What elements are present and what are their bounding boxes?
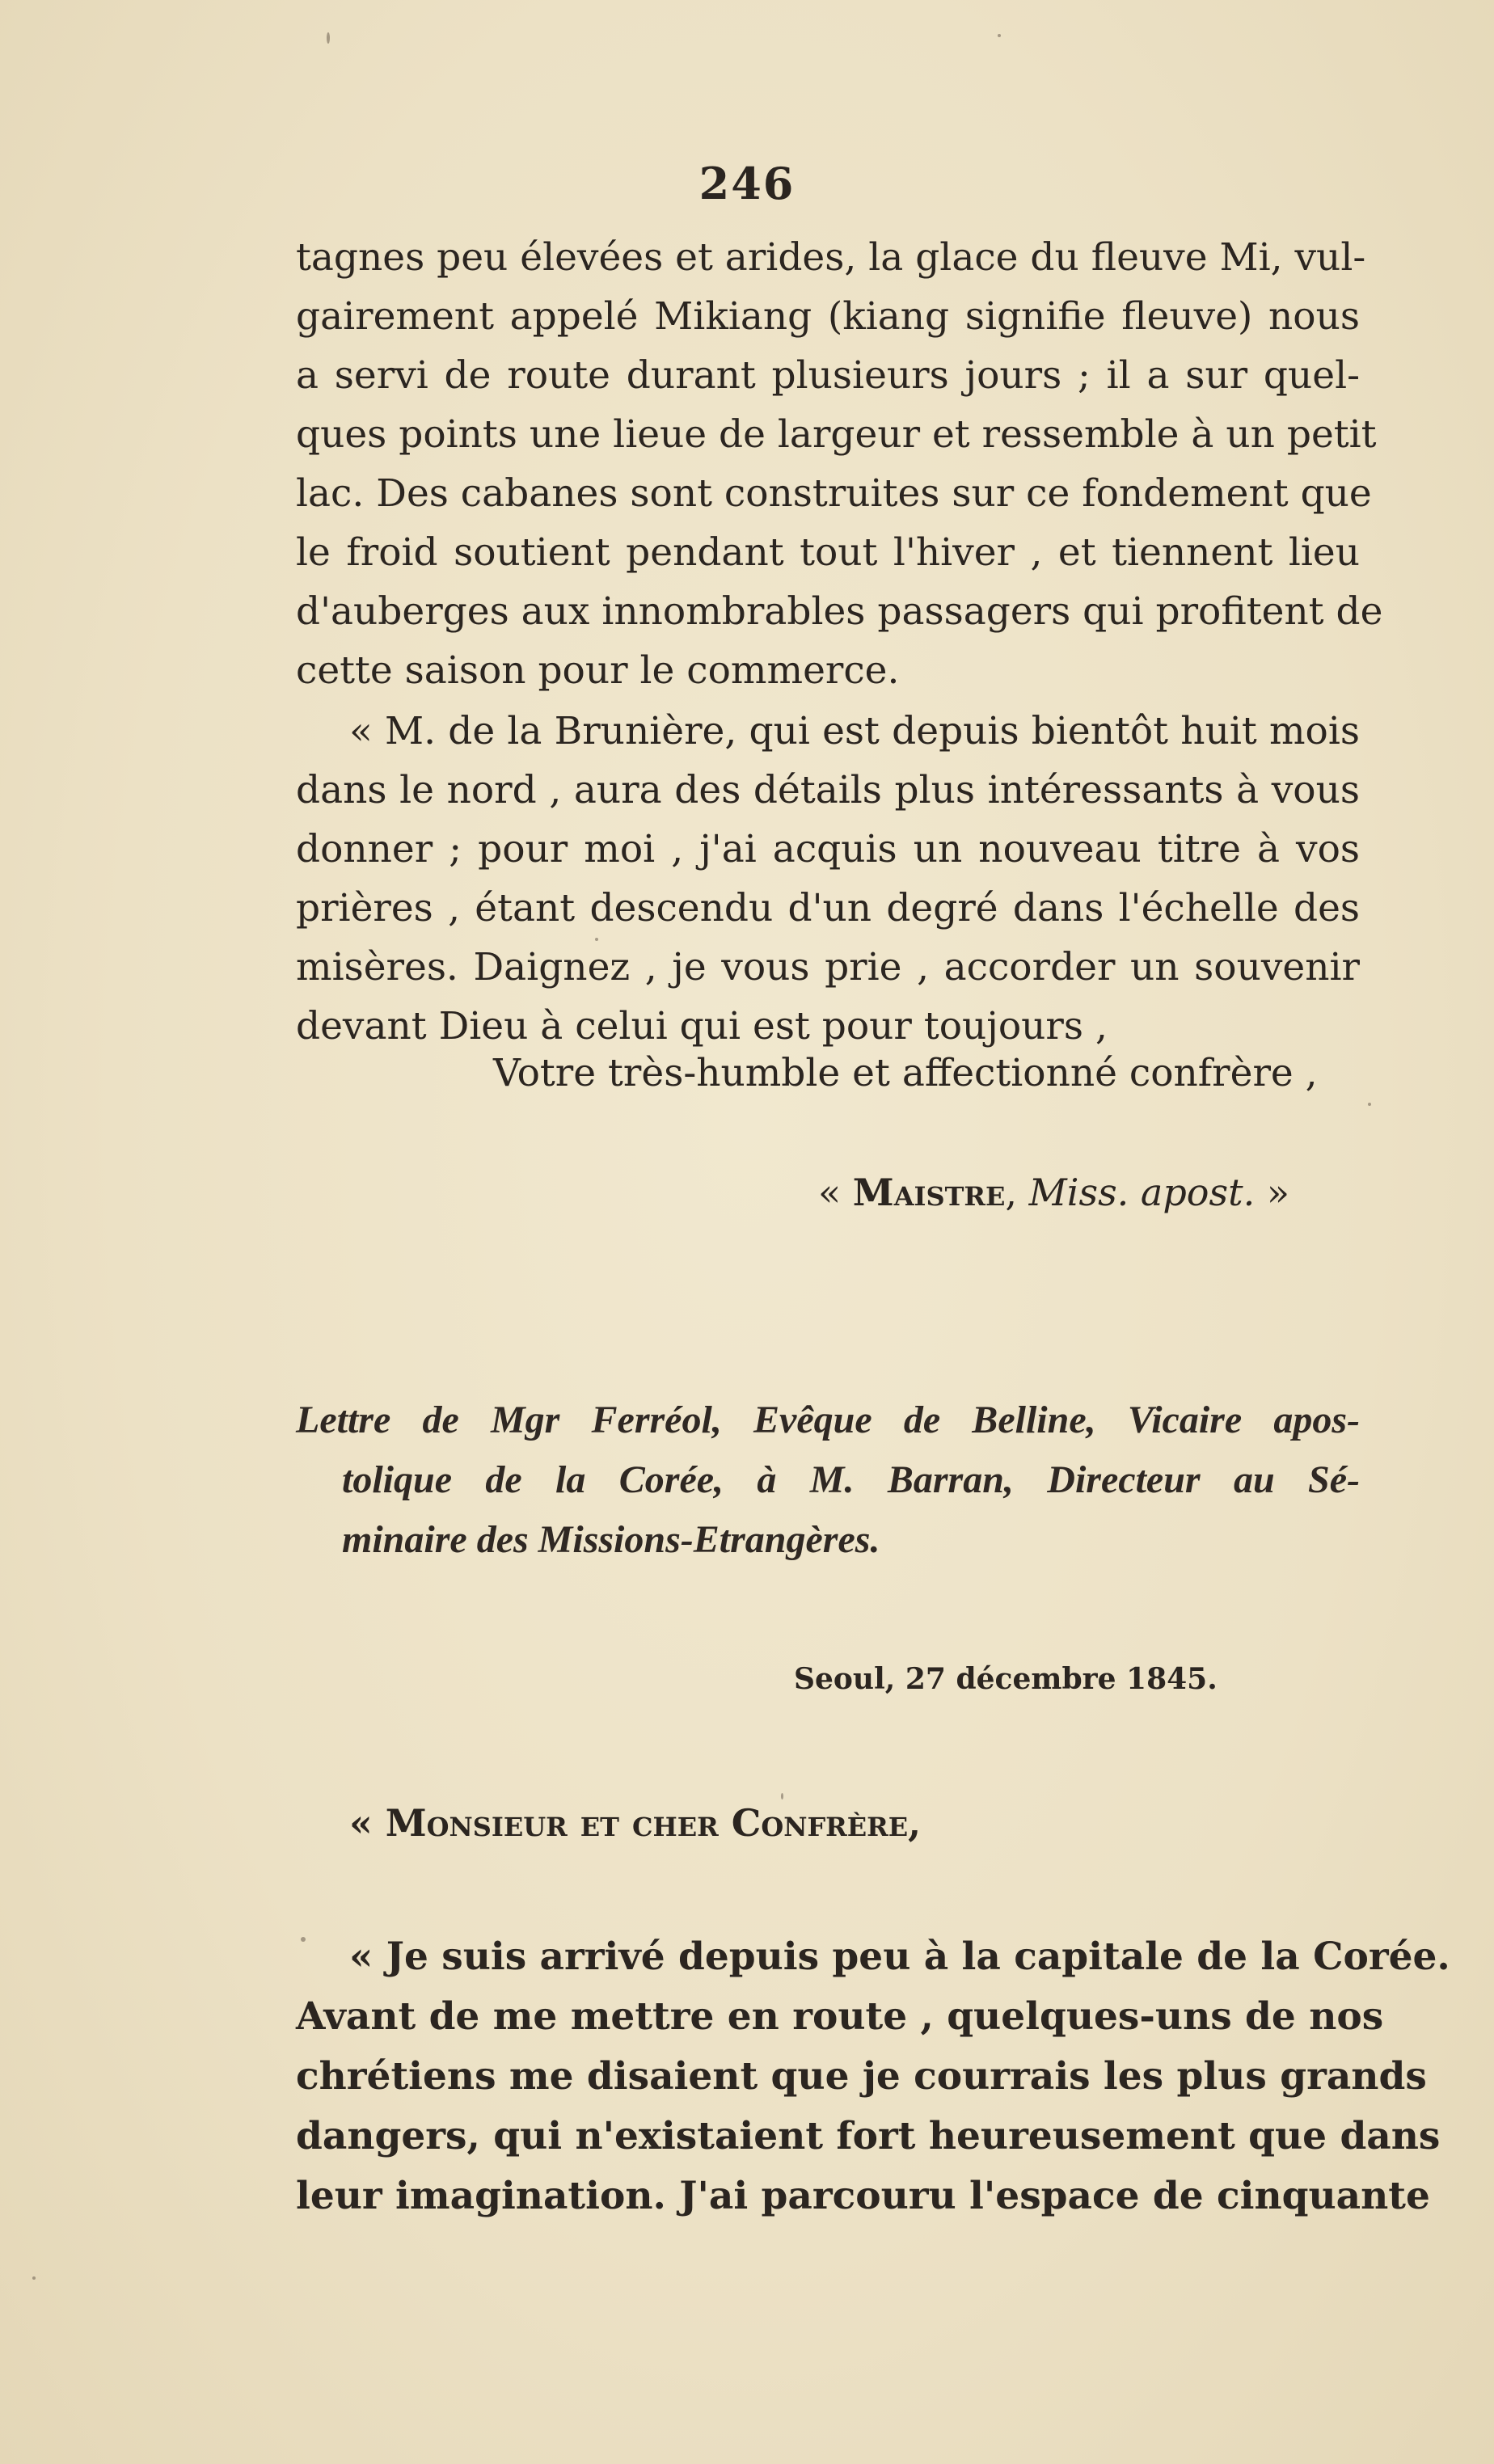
heading-line: tolique de la Corée, à M. Barran, Directeur au Sé- xyxy=(342,1458,1360,1501)
signature-close-quote: » xyxy=(1266,1171,1289,1214)
text-line: a servi de route durant plusieurs jours ; il a sur quel- xyxy=(296,353,1360,398)
text-line: tagnes peu élevées et arides, la glace du fleuve Mi, vul- xyxy=(296,235,1366,280)
signature-separator: , xyxy=(1005,1171,1018,1214)
text-line: le froid soutient pendant tout l'hiver , et tiennent lieu xyxy=(296,530,1360,575)
signature-name: Maistre xyxy=(852,1171,1006,1214)
letter-signature xyxy=(818,1171,1289,1214)
letter-heading xyxy=(296,1390,1360,1570)
paper-speck xyxy=(595,938,598,941)
text-line: chrétiens me disaient que je courrais les plus grands xyxy=(296,2054,1427,2099)
text-line: Avant de me mettre en route , quelques-uns de nos xyxy=(296,1994,1384,2039)
letter-closing: Votre très-humble et affectionné confrère , xyxy=(493,1051,1318,1095)
text-line: lac. Des cabanes sont construites sur ce fondement que xyxy=(296,471,1372,516)
text-line: gairement appelé Mikiang (kiang signifie fleuve) nous xyxy=(296,294,1360,339)
text-line: dangers, qui n'existaient fort heureusement que dans xyxy=(296,2114,1441,2158)
heading-line: minaire des Missions-Etrangères. xyxy=(342,1518,880,1561)
paper-speck xyxy=(301,1937,306,1942)
paper-speck xyxy=(1368,1103,1371,1106)
paper-speck xyxy=(781,1793,783,1799)
paragraph-travel-description xyxy=(296,228,1383,700)
page-number: 246 xyxy=(698,158,796,209)
signature-title: Miss. apost. xyxy=(1028,1171,1256,1214)
text-line: ques points une lieue de largeur et ressemble à un petit xyxy=(296,412,1377,457)
dateline: Seoul, 27 décembre 1845. xyxy=(794,1662,1218,1696)
text-line: cette saison pour le commerce. xyxy=(296,648,900,693)
text-line: devant Dieu à celui qui est pour toujours , xyxy=(296,1004,1108,1048)
paragraph-closing-request xyxy=(296,702,1360,1056)
text-line: misères. Daignez , je vous prie , accorder un souvenir xyxy=(296,945,1360,989)
text-line: dans le nord , aura des détails plus intéressants à vous xyxy=(296,768,1360,812)
text-line: leur imagination. J'ai parcouru l'espace de cinquante xyxy=(296,2174,1430,2218)
paper-speck xyxy=(327,32,330,44)
paper-speck xyxy=(998,34,1001,37)
text-line: « Je suis arrivé depuis peu à la capitale de la Corée. xyxy=(349,1934,1450,1979)
paragraph-arrival xyxy=(296,1927,1450,2226)
text-line: d'auberges aux innombrables passagers qui profitent de xyxy=(296,589,1383,634)
salutation: « Monsieur et cher Confrère, xyxy=(349,1801,922,1845)
text-line: prières , étant descendu d'un degré dans l'échelle des xyxy=(296,886,1360,930)
text-line: donner ; pour moi , j'ai acquis un nouveau titre à vos xyxy=(296,827,1360,871)
paper-speck xyxy=(32,2276,36,2280)
heading-line: Lettre de Mgr Ferréol, Evêque de Belline, Vicaire apos- xyxy=(296,1399,1360,1441)
signature-open-quote: « xyxy=(818,1171,842,1214)
text-line: « M. de la Brunière, qui est depuis bientôt huit mois xyxy=(349,709,1360,753)
